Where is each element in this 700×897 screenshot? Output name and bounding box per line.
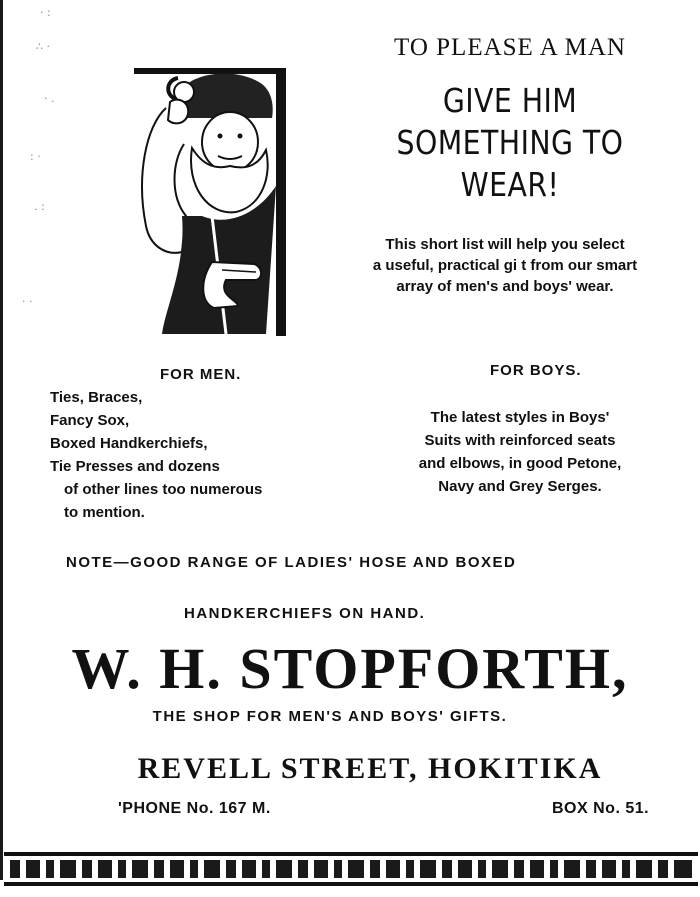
scan-noise: . : [34,200,45,213]
list-item: Boxed Handkerchiefs, [50,435,208,452]
description-line: and elbows, in good Petone, [418,455,622,472]
santa-claus-illustration [126,66,290,338]
list-item: of other lines too numerous [64,481,263,498]
description-line: The latest styles in Boys' [430,409,610,426]
scan-noise: · : [40,6,51,19]
decorative-border-strip [4,852,698,886]
list-item: to mention. [64,504,145,521]
description-line: Suits with reinforced seats [424,432,616,449]
shop-address: REVELL STREET, HOKITIKA [137,752,603,785]
for-boys-heading: FOR BOYS. [490,362,582,379]
for-men-list [50,386,330,524]
for-boys-description [340,406,700,498]
intro-line: This short list will help you select [385,236,625,253]
note-line-2: HANDKERCHIEFS ON HAND. [184,605,426,622]
for-men-heading: FOR MEN. [160,366,242,383]
intro-paragraph [320,234,690,297]
phone-number: 'PHONE No. 167 M. [118,800,271,817]
description-line: Navy and Grey Serges. [438,478,602,495]
list-item: Tie Presses and dozens [50,458,220,475]
scan-noise: : · [30,150,41,163]
left-border-rule [0,0,3,880]
shop-tagline: THE SHOP FOR MEN'S AND BOYS' GIFTS. [152,708,508,725]
scan-noise: · . [44,92,55,105]
note-line-1: NOTE—GOOD RANGE OF LADIES' HOSE AND BOXED [66,554,517,571]
shop-name: W. H. STOPFORTH, [71,636,629,701]
list-item: Ties, Braces, [50,389,143,406]
headline-line-3: SOMETHING TO [396,123,624,162]
scan-noise: · · [22,295,33,308]
headline-line-1: TO PLEASE A MAN [394,34,626,61]
box-number: BOX No. 51. [552,800,650,817]
intro-line: a useful, practical gi t from our smart [372,257,638,274]
headline-line-4: WEAR! [460,165,560,204]
list-item: Fancy Sox, [50,412,130,429]
scan-noise: ∴ · [36,40,50,53]
intro-line: array of men's and boys' wear. [396,278,614,295]
headline-line-2: GIVE HIM [442,81,578,120]
